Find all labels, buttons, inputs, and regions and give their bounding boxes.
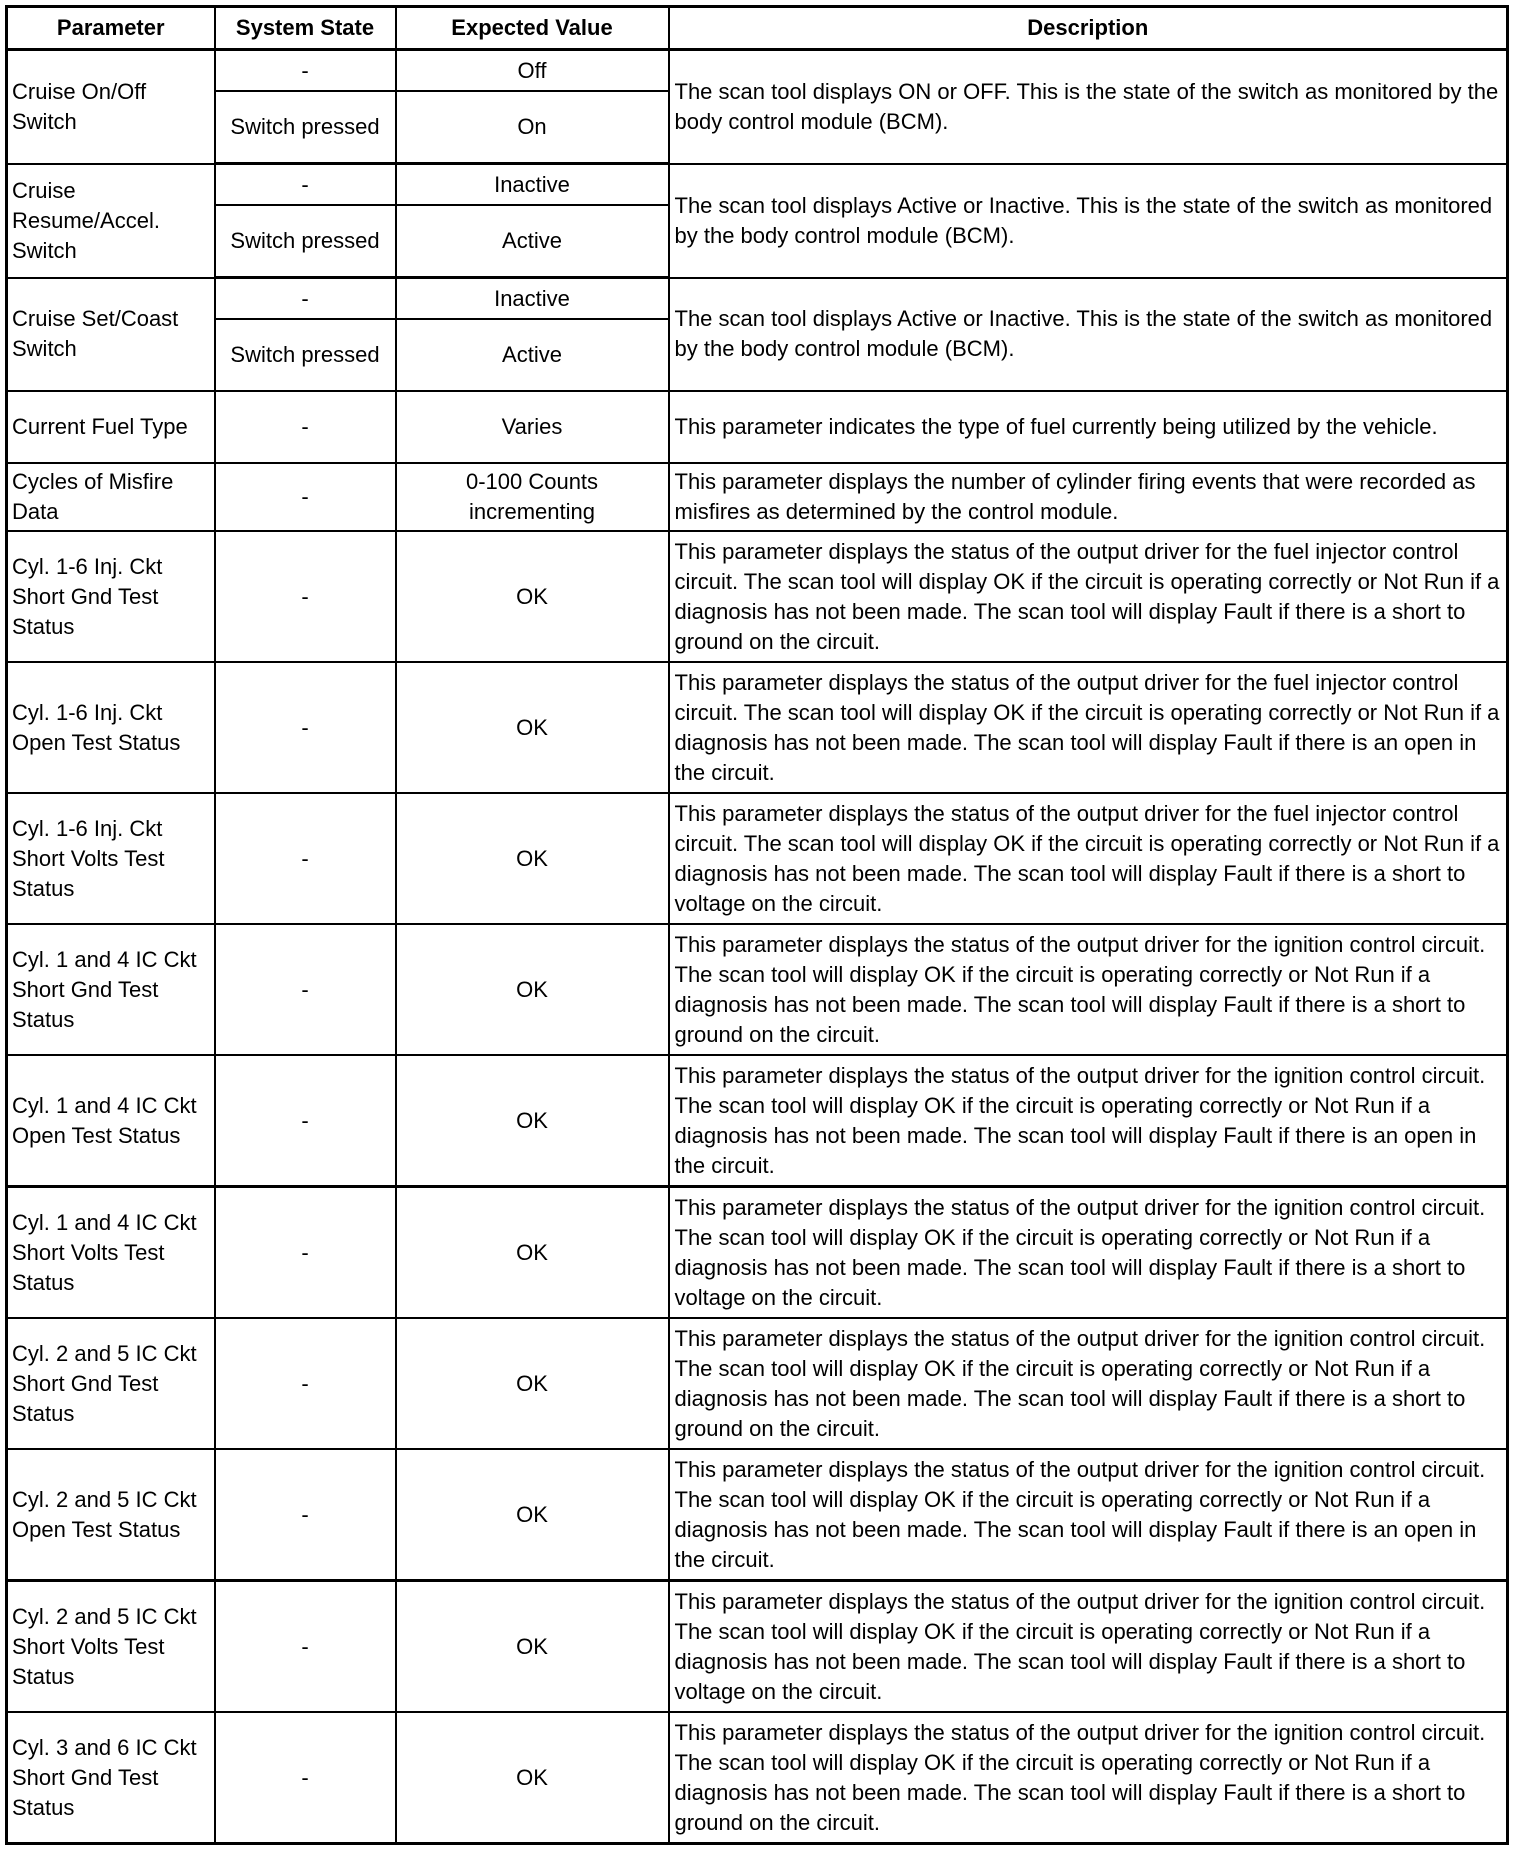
description-cell: This parameter displays the status of the output driver for the ignition control circuit. The scan tool will display OK if the circuit is operating correctly or Not Run if a diagnosis has not been made. The scan tool will display Fault if there is a short to voltage on the circuit. <box>669 1187 1508 1319</box>
table-row <box>7 662 1508 793</box>
description-cell: This parameter displays the status of the output driver for the ignition control circuit. The scan tool will display OK if the circuit is operating correctly or Not Run if a diagnosis has not been made. The scan tool will display Fault if there is a short to voltage on the circuit. <box>669 1581 1508 1713</box>
header-system-state: System State <box>215 7 396 50</box>
expected-value-cell: Off <box>396 50 669 92</box>
table-row <box>7 164 1508 206</box>
parameter-cell: Cyl. 1 and 4 IC Ckt Short Volts Test Status <box>7 1187 215 1319</box>
parameter-cell: Cyl. 2 and 5 IC Ckt Open Test Status <box>7 1449 215 1581</box>
system-state-cell: - <box>215 1581 396 1713</box>
parameter-cell: Cyl. 2 and 5 IC Ckt Short Volts Test Status <box>7 1581 215 1713</box>
parameter-cell: Cruise Resume/Accel. Switch <box>7 164 215 278</box>
parameter-cell: Cyl. 1 and 4 IC Ckt Open Test Status <box>7 1055 215 1187</box>
table-row <box>7 793 1508 924</box>
system-state-cell: - <box>215 1318 396 1449</box>
table-row <box>7 1712 1508 1844</box>
system-state-cell: - <box>215 50 396 92</box>
description-cell: This parameter displays the status of the output driver for the ignition control circuit. The scan tool will display OK if the circuit is operating correctly or Not Run if a diagnosis has not been made. The scan tool will display Fault if there is an open in the circuit. <box>669 1449 1508 1581</box>
description-cell: This parameter displays the status of the output driver for the fuel injector control circuit. The scan tool will display OK if the circuit is operating correctly or Not Run if a diagnosis has not been made. The scan tool will display Fault if there is a short to ground on the circuit. <box>669 531 1508 662</box>
table-row <box>7 50 1508 92</box>
system-state-cell: - <box>215 1449 396 1581</box>
header-parameter: Parameter <box>7 7 215 50</box>
expected-value-cell: 0-100 Counts incrementing <box>396 463 669 531</box>
system-state-cell: Switch pressed <box>215 205 396 278</box>
expected-value-cell: OK <box>396 531 669 662</box>
system-state-cell: - <box>215 662 396 793</box>
parameter-cell: Cyl. 1 and 4 IC Ckt Short Gnd Test Status <box>7 924 215 1055</box>
expected-value-cell: Active <box>396 319 669 391</box>
parameter-cell: Cruise Set/Coast Switch <box>7 278 215 392</box>
parameter-cell: Cyl. 1-6 Inj. Ckt Short Volts Test Status <box>7 793 215 924</box>
expected-value-cell: OK <box>396 1581 669 1713</box>
expected-value-cell: OK <box>396 1055 669 1187</box>
parameter-cell: Cyl. 1-6 Inj. Ckt Open Test Status <box>7 662 215 793</box>
description-cell: This parameter displays the status of the output driver for the fuel injector control circuit. The scan tool will display OK if the circuit is operating correctly or Not Run if a diagnosis has not been made. The scan tool will display Fault if there is an open in the circuit. <box>669 662 1508 793</box>
system-state-cell: - <box>215 531 396 662</box>
system-state-cell: - <box>215 164 396 206</box>
system-state-cell: - <box>215 793 396 924</box>
scan-tool-data-table <box>5 5 1509 1845</box>
description-cell: This parameter displays the status of the output driver for the ignition control circuit. The scan tool will display OK if the circuit is operating correctly or Not Run if a diagnosis has not been made. The scan tool will display Fault if there is a short to ground on the circuit. <box>669 1712 1508 1844</box>
expected-value-cell: OK <box>396 1187 669 1319</box>
header-expected-value: Expected Value <box>396 7 669 50</box>
description-cell: The scan tool displays Active or Inactive. This is the state of the switch as monitored by the body control module (BCM). <box>669 278 1508 392</box>
description-cell: The scan tool displays Active or Inactive. This is the state of the switch as monitored by the body control module (BCM). <box>669 164 1508 278</box>
system-state-cell: - <box>215 278 396 320</box>
expected-value-cell: OK <box>396 793 669 924</box>
system-state-cell: - <box>215 924 396 1055</box>
expected-value-cell: OK <box>396 662 669 793</box>
table-row <box>7 531 1508 662</box>
description-cell: This parameter displays the status of the output driver for the ignition control circuit. The scan tool will display OK if the circuit is operating correctly or Not Run if a diagnosis has not been made. The scan tool will display Fault if there is a short to ground on the circuit. <box>669 924 1508 1055</box>
expected-value-cell: On <box>396 91 669 164</box>
expected-value-cell: Active <box>396 205 669 278</box>
system-state-cell: - <box>215 1712 396 1844</box>
table-row <box>7 1449 1508 1581</box>
expected-value-cell: OK <box>396 924 669 1055</box>
parameter-cell: Cyl. 1-6 Inj. Ckt Short Gnd Test Status <box>7 531 215 662</box>
table-row <box>7 1055 1508 1187</box>
parameter-cell: Cyl. 2 and 5 IC Ckt Short Gnd Test Status <box>7 1318 215 1449</box>
system-state-cell: Switch pressed <box>215 319 396 391</box>
description-cell: This parameter displays the status of the output driver for the ignition control circuit. The scan tool will display OK if the circuit is operating correctly or Not Run if a diagnosis has not been made. The scan tool will display Fault if there is a short to ground on the circuit. <box>669 1318 1508 1449</box>
system-state-cell: - <box>215 463 396 531</box>
table-row <box>7 924 1508 1055</box>
description-cell: This parameter displays the status of the output driver for the fuel injector control circuit. The scan tool will display OK if the circuit is operating correctly or Not Run if a diagnosis has not been made. The scan tool will display Fault if there is a short to voltage on the circuit. <box>669 793 1508 924</box>
table-row <box>7 1318 1508 1449</box>
expected-value-cell: Inactive <box>396 164 669 206</box>
parameter-cell: Cyl. 3 and 6 IC Ckt Short Gnd Test Status <box>7 1712 215 1844</box>
system-state-cell: - <box>215 1055 396 1187</box>
description-cell: This parameter displays the status of the output driver for the ignition control circuit. The scan tool will display OK if the circuit is operating correctly or Not Run if a diagnosis has not been made. The scan tool will display Fault if there is an open in the circuit. <box>669 1055 1508 1187</box>
system-state-cell: - <box>215 1187 396 1319</box>
expected-value-cell: OK <box>396 1712 669 1844</box>
table-row <box>7 278 1508 320</box>
parameter-cell: Cycles of Misfire Data <box>7 463 215 531</box>
expected-value-cell: Inactive <box>396 278 669 320</box>
description-cell: This parameter displays the number of cylinder firing events that were recorded as misfires as determined by the control module. <box>669 463 1508 531</box>
system-state-cell: Switch pressed <box>215 91 396 164</box>
expected-value-cell: OK <box>396 1318 669 1449</box>
table-row <box>7 463 1508 531</box>
table-row <box>7 391 1508 463</box>
expected-value-cell: OK <box>396 1449 669 1581</box>
table-header-row <box>7 7 1508 50</box>
description-cell: The scan tool displays ON or OFF. This is the state of the switch as monitored by the body control module (BCM). <box>669 50 1508 164</box>
parameter-cell: Current Fuel Type <box>7 391 215 463</box>
parameter-cell: Cruise On/Off Switch <box>7 50 215 164</box>
expected-value-cell: Varies <box>396 391 669 463</box>
table-row <box>7 1581 1508 1713</box>
header-description: Description <box>669 7 1508 50</box>
system-state-cell: - <box>215 391 396 463</box>
description-cell: This parameter indicates the type of fuel currently being utilized by the vehicle. <box>669 391 1508 463</box>
table-row <box>7 1187 1508 1319</box>
